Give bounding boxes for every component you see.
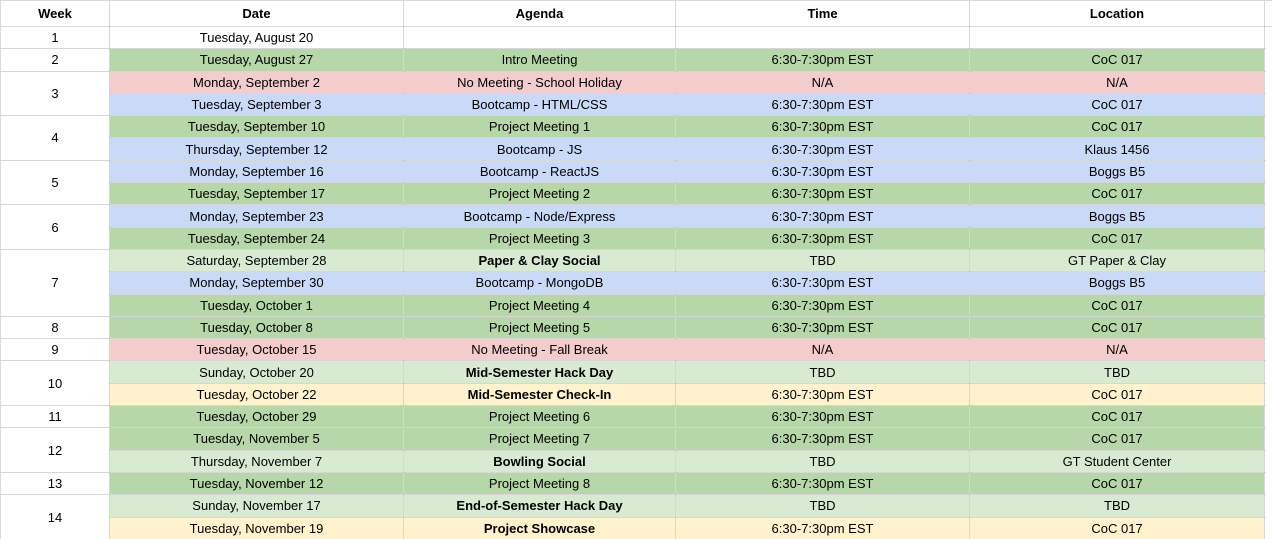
header-cell-time[interactable]: Time <box>676 1 970 27</box>
cell-week[interactable]: 1 <box>1 27 110 49</box>
cell-week[interactable]: 12 <box>1 428 110 473</box>
table-row <box>1 361 1272 383</box>
cell-agenda[interactable]: Bootcamp - ReactJS <box>404 160 676 182</box>
cell-date[interactable]: Tuesday, August 20 <box>110 27 404 49</box>
cell-agenda[interactable]: Paper & Clay Social <box>404 249 676 271</box>
cell-week[interactable]: 9 <box>1 339 110 361</box>
cell-time[interactable]: N/A <box>676 71 970 93</box>
cell-date[interactable]: Saturday, September 28 <box>110 249 404 271</box>
table-row <box>1 249 1272 271</box>
cell-week[interactable]: 13 <box>1 472 110 494</box>
table-row <box>1 138 1272 160</box>
table-row <box>1 183 1272 205</box>
gutter-cell <box>1265 361 1272 383</box>
table-row <box>1 406 1272 428</box>
table-row <box>1 272 1272 294</box>
gutter-cell <box>1265 205 1272 227</box>
cell-time[interactable]: 6:30-7:30pm EST <box>676 205 970 227</box>
cell-time[interactable]: 6:30-7:30pm EST <box>676 138 970 160</box>
table-row <box>1 517 1272 539</box>
cell-location[interactable]: CoC 017 <box>970 472 1265 494</box>
cell-location[interactable]: CoC 017 <box>970 93 1265 115</box>
cell-time[interactable]: 6:30-7:30pm EST <box>676 93 970 115</box>
cell-location[interactable]: GT Student Center <box>970 450 1265 472</box>
cell-agenda[interactable]: Project Meeting 5 <box>404 316 676 338</box>
gutter-cell <box>1265 383 1272 405</box>
cell-location[interactable]: N/A <box>970 339 1265 361</box>
cell-date[interactable]: Tuesday, November 19 <box>110 517 404 539</box>
cell-week[interactable]: 6 <box>1 205 110 250</box>
header-cell-week[interactable]: Week <box>1 1 110 27</box>
table-row <box>1 339 1272 361</box>
cell-date[interactable]: Tuesday, November 12 <box>110 472 404 494</box>
cell-week[interactable]: 3 <box>1 71 110 116</box>
cell-time[interactable]: 6:30-7:30pm EST <box>676 183 970 205</box>
header-cell-agenda[interactable]: Agenda <box>404 1 676 27</box>
table-row <box>1 205 1272 227</box>
cell-location[interactable]: TBD <box>970 361 1265 383</box>
cell-location[interactable]: CoC 017 <box>970 316 1265 338</box>
cell-location[interactable]: CoC 017 <box>970 517 1265 539</box>
cell-date[interactable]: Tuesday, September 3 <box>110 93 404 115</box>
cell-time[interactable] <box>676 27 970 49</box>
cell-date[interactable]: Tuesday, October 22 <box>110 383 404 405</box>
table-row <box>1 383 1272 405</box>
gutter-cell <box>1265 93 1272 115</box>
cell-location[interactable]: CoC 017 <box>970 49 1265 71</box>
cell-agenda[interactable]: End-of-Semester Hack Day <box>404 495 676 517</box>
table-row <box>1 116 1272 138</box>
gutter-cell <box>1265 495 1272 517</box>
gutter-cell <box>1265 517 1272 539</box>
gutter-cell <box>1265 339 1272 361</box>
gutter-cell <box>1265 249 1272 271</box>
cell-date[interactable]: Tuesday, September 17 <box>110 183 404 205</box>
cell-location[interactable]: Boggs B5 <box>970 272 1265 294</box>
header-cell-date[interactable]: Date <box>110 1 404 27</box>
cell-agenda[interactable]: Project Showcase <box>404 517 676 539</box>
gutter-cell <box>1265 71 1272 93</box>
header-row <box>1 1 1272 27</box>
cell-week[interactable]: 11 <box>1 406 110 428</box>
header-cell-location[interactable]: Location <box>970 1 1265 27</box>
cell-time[interactable]: 6:30-7:30pm EST <box>676 472 970 494</box>
gutter-header-cell <box>1265 1 1272 27</box>
cell-agenda[interactable]: Bowling Social <box>404 450 676 472</box>
gutter-cell <box>1265 272 1272 294</box>
cell-week[interactable]: 4 <box>1 116 110 161</box>
table-row <box>1 495 1272 517</box>
cell-week[interactable]: 8 <box>1 316 110 338</box>
cell-agenda[interactable]: Project Meeting 8 <box>404 472 676 494</box>
table-row <box>1 294 1272 316</box>
cell-date[interactable]: Tuesday, August 27 <box>110 49 404 71</box>
cell-date[interactable]: Tuesday, October 15 <box>110 339 404 361</box>
gutter-cell <box>1265 116 1272 138</box>
cell-time[interactable]: 6:30-7:30pm EST <box>676 116 970 138</box>
cell-agenda[interactable]: Project Meeting 7 <box>404 428 676 450</box>
gutter-cell <box>1265 160 1272 182</box>
cell-time[interactable]: 6:30-7:30pm EST <box>676 49 970 71</box>
cell-location[interactable]: CoC 017 <box>970 183 1265 205</box>
cell-agenda[interactable]: Project Meeting 1 <box>404 116 676 138</box>
cell-date[interactable]: Sunday, October 20 <box>110 361 404 383</box>
cell-time[interactable]: 6:30-7:30pm EST <box>676 272 970 294</box>
cell-location[interactable]: CoC 017 <box>970 383 1265 405</box>
gutter-cell <box>1265 227 1272 249</box>
cell-date[interactable]: Thursday, September 12 <box>110 138 404 160</box>
gutter-cell <box>1265 472 1272 494</box>
cell-date[interactable]: Tuesday, September 10 <box>110 116 404 138</box>
cell-agenda[interactable]: Project Meeting 2 <box>404 183 676 205</box>
cell-time[interactable]: 6:30-7:30pm EST <box>676 428 970 450</box>
cell-location[interactable]: Klaus 1456 <box>970 138 1265 160</box>
cell-agenda[interactable]: Project Meeting 3 <box>404 227 676 249</box>
cell-location[interactable]: GT Paper & Clay <box>970 249 1265 271</box>
cell-time[interactable]: 6:30-7:30pm EST <box>676 160 970 182</box>
cell-agenda[interactable]: Project Meeting 6 <box>404 406 676 428</box>
table-row <box>1 49 1272 71</box>
cell-time[interactable]: 6:30-7:30pm EST <box>676 316 970 338</box>
cell-agenda[interactable]: Bootcamp - HTML/CSS <box>404 93 676 115</box>
gutter-cell <box>1265 294 1272 316</box>
gutter-cell <box>1265 138 1272 160</box>
cell-time[interactable]: 6:30-7:30pm EST <box>676 517 970 539</box>
cell-date[interactable]: Monday, September 30 <box>110 272 404 294</box>
cell-week[interactable]: 7 <box>1 249 110 316</box>
cell-agenda[interactable]: Bootcamp - MongoDB <box>404 272 676 294</box>
cell-agenda[interactable]: Project Meeting 4 <box>404 294 676 316</box>
gutter-cell <box>1265 406 1272 428</box>
cell-agenda[interactable]: Bootcamp - JS <box>404 138 676 160</box>
table-row <box>1 93 1272 115</box>
cell-date[interactable]: Tuesday, October 1 <box>110 294 404 316</box>
table-row <box>1 27 1272 49</box>
cell-week[interactable]: 10 <box>1 361 110 406</box>
cell-location[interactable]: Boggs B5 <box>970 205 1265 227</box>
table-row <box>1 472 1272 494</box>
cell-location[interactable]: CoC 017 <box>970 227 1265 249</box>
table-row <box>1 71 1272 93</box>
cell-date[interactable]: Tuesday, October 29 <box>110 406 404 428</box>
cell-agenda[interactable]: Bootcamp - Node/Express <box>404 205 676 227</box>
cell-agenda[interactable]: Mid-Semester Check-In <box>404 383 676 405</box>
cell-date[interactable]: Monday, September 23 <box>110 205 404 227</box>
cell-time[interactable]: 6:30-7:30pm EST <box>676 383 970 405</box>
cell-time[interactable]: N/A <box>676 339 970 361</box>
cell-location[interactable]: TBD <box>970 495 1265 517</box>
table-row <box>1 450 1272 472</box>
cell-time[interactable]: TBD <box>676 361 970 383</box>
cell-location[interactable]: CoC 017 <box>970 406 1265 428</box>
table-row <box>1 316 1272 338</box>
cell-location[interactable]: N/A <box>970 71 1265 93</box>
gutter-cell <box>1265 49 1272 71</box>
cell-time[interactable]: 6:30-7:30pm EST <box>676 227 970 249</box>
cell-location[interactable]: CoC 017 <box>970 294 1265 316</box>
table-row <box>1 428 1272 450</box>
cell-agenda[interactable]: No Meeting - School Holiday <box>404 71 676 93</box>
cell-date[interactable]: Sunday, November 17 <box>110 495 404 517</box>
gutter-cell <box>1265 428 1272 450</box>
table-row <box>1 160 1272 182</box>
cell-date[interactable]: Tuesday, November 5 <box>110 428 404 450</box>
cell-location[interactable]: Boggs B5 <box>970 160 1265 182</box>
cell-time[interactable]: TBD <box>676 249 970 271</box>
cell-time[interactable]: TBD <box>676 450 970 472</box>
cell-agenda[interactable]: Mid-Semester Hack Day <box>404 361 676 383</box>
cell-agenda[interactable] <box>404 27 676 49</box>
cell-week[interactable]: 5 <box>1 160 110 205</box>
table-row <box>1 227 1272 249</box>
cell-location[interactable]: CoC 017 <box>970 428 1265 450</box>
schedule-table-body <box>1 27 1272 539</box>
gutter-cell <box>1265 183 1272 205</box>
gutter-cell <box>1265 450 1272 472</box>
gutter-cell <box>1265 27 1272 49</box>
cell-week[interactable]: 2 <box>1 49 110 71</box>
cell-time[interactable]: 6:30-7:30pm EST <box>676 294 970 316</box>
cell-time[interactable]: TBD <box>676 495 970 517</box>
cell-date[interactable]: Tuesday, October 8 <box>110 316 404 338</box>
gutter-cell <box>1265 316 1272 338</box>
cell-week[interactable]: 14 <box>1 495 110 539</box>
cell-date[interactable]: Thursday, November 7 <box>110 450 404 472</box>
cell-date[interactable]: Monday, September 16 <box>110 160 404 182</box>
cell-agenda[interactable]: No Meeting - Fall Break <box>404 339 676 361</box>
cell-agenda[interactable]: Intro Meeting <box>404 49 676 71</box>
cell-date[interactable]: Tuesday, September 24 <box>110 227 404 249</box>
cell-date[interactable]: Monday, September 2 <box>110 71 404 93</box>
cell-location[interactable] <box>970 27 1265 49</box>
cell-location[interactable]: CoC 017 <box>970 116 1265 138</box>
cell-time[interactable]: 6:30-7:30pm EST <box>676 406 970 428</box>
